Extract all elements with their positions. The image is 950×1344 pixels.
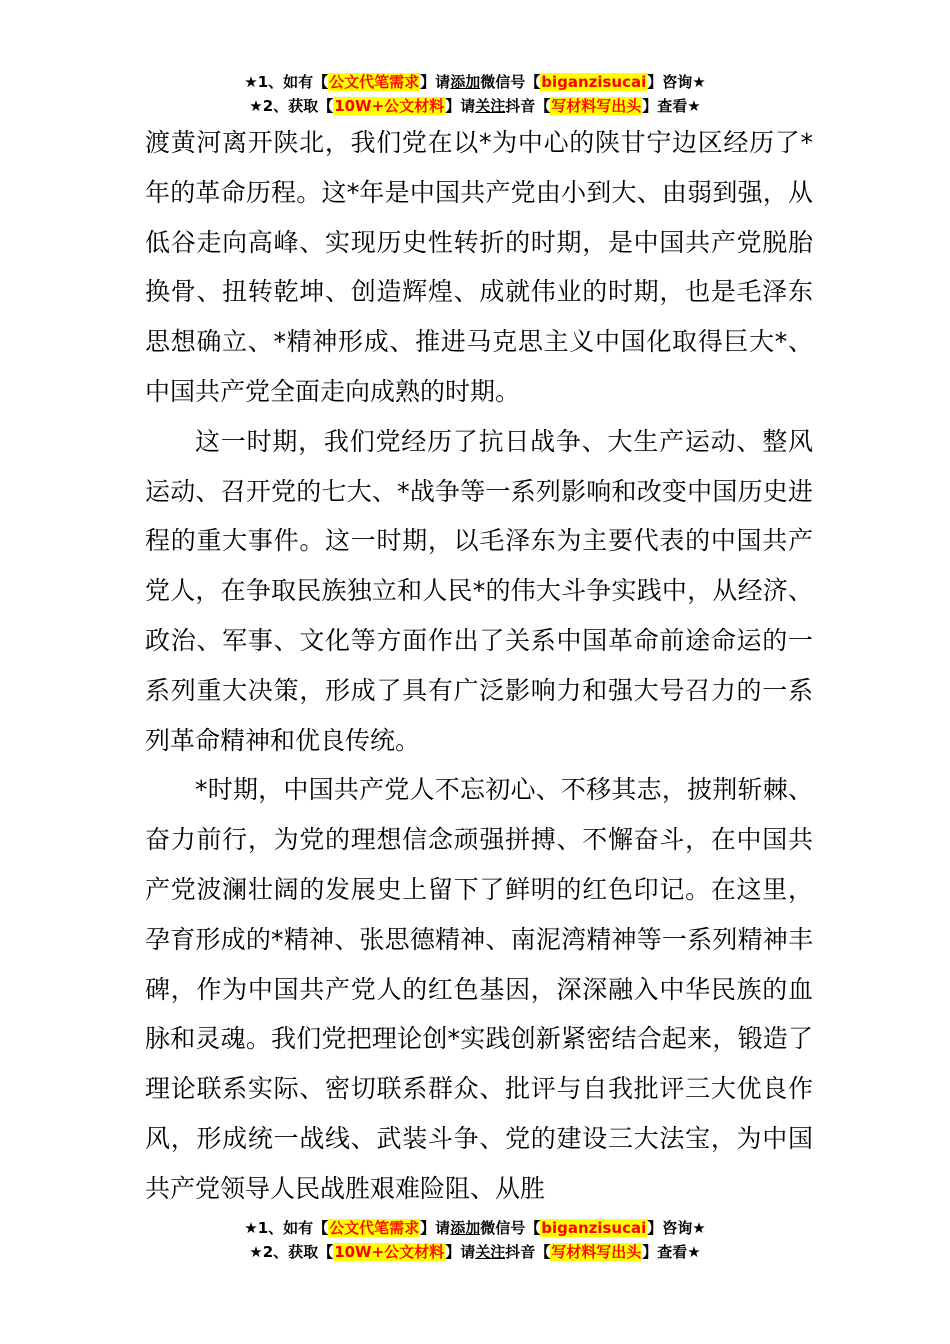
- banner-text: 】请: [445, 97, 476, 115]
- banner-text: ★1、如有【: [244, 1219, 329, 1237]
- banner-text: 】请: [420, 1219, 451, 1237]
- footer-banner: [0, 1216, 950, 1264]
- banner-text: 】咨询★: [647, 73, 706, 91]
- banner-text: 】查看★: [642, 1243, 701, 1261]
- banner-text: 微信号【: [480, 73, 541, 91]
- banner-line-2: [0, 1240, 950, 1264]
- highlight-materials: 10W+公文材料: [334, 1243, 445, 1261]
- document-body: [145, 118, 813, 1214]
- banner-text: 抖音【: [505, 1243, 551, 1261]
- highlight-douyin-name: 写材料写出头: [551, 97, 642, 115]
- banner-text: 】请: [420, 73, 451, 91]
- banner-text: 微信号【: [480, 1219, 541, 1237]
- banner-text: ★1、如有【: [244, 73, 329, 91]
- highlight-materials: 10W+公文材料: [334, 97, 445, 115]
- highlight-service: 公文代笔需求: [329, 1219, 420, 1237]
- paragraph-2: 这一时期，我们党经历了抗日战争、大生产运动、整风运动、召开党的七大、*战争等一系列影响和改变中国历史进程的重大事件。这一时期，以毛泽东为主要代表的中国共产党人，在争取民族独立和人民*的伟大斗争实践中，从经济、政治、军事、文化等方面作出了关系中国革命前途命运的一系列重大决策，形成了具有广泛影响力和强大号召力的一系列革命精神和优良传统。: [145, 426, 813, 755]
- header-banner: [0, 70, 950, 118]
- banner-text: 】咨询★: [647, 1219, 706, 1237]
- paragraph-1: 渡黄河离开陕北，我们党在以*为中心的陕甘宁边区经历了*年的革命历程。这*年是中国共产党由小到大、由弱到强，从低谷走向高峰、实现历史性转折的时期，是中国共产党脱胎换骨、扭转乾坤、创造辉煌、成就伟业的时期，也是毛泽东思想确立、*精神形成、推进马克思主义中国化取得巨大*、中国共产党全面走向成熟的时期。: [145, 128, 813, 406]
- underline-add: 添加: [450, 73, 481, 91]
- highlight-service: 公文代笔需求: [329, 73, 420, 91]
- underline-add: 添加: [450, 1219, 481, 1237]
- banner-text: 抖音【: [505, 97, 551, 115]
- banner-line-1: [0, 1216, 950, 1240]
- paragraph-3: *时期，中国共产党人不忘初心、不移其志，披荆斩棘、奋力前行，为党的理想信念顽强拼搏、不懈奋斗，在中国共产党波澜壮阔的发展史上留下了鲜明的红色印记。在这里，孕育形成的*精神、张思德精神、南泥湾精神等一系列精神丰碑，作为中国共产党人的红色基因，深深融入中华民族的血脉和灵魂。我们党把理论创*实践创新紧密结合起来，锻造了理论联系实际、密切联系群众、批评与自我批评三大优良作风，形成统一战线、武装斗争、党的建设三大法宝，为中国共产党领导人民战胜艰难险阻、从胜: [145, 775, 813, 1203]
- banner-line-1: [0, 70, 950, 94]
- banner-text: ★2、获取【: [249, 97, 334, 115]
- banner-text: 】查看★: [642, 97, 701, 115]
- highlight-douyin-name: 写材料写出头: [551, 1243, 642, 1261]
- banner-text: 】请: [445, 1243, 476, 1261]
- highlight-wechat-id: biganzisucai: [541, 1219, 647, 1237]
- banner-line-2: [0, 94, 950, 118]
- underline-follow: 关注: [475, 97, 506, 115]
- underline-follow: 关注: [475, 1243, 506, 1261]
- highlight-wechat-id: biganzisucai: [541, 73, 647, 91]
- banner-text: ★2、获取【: [249, 1243, 334, 1261]
